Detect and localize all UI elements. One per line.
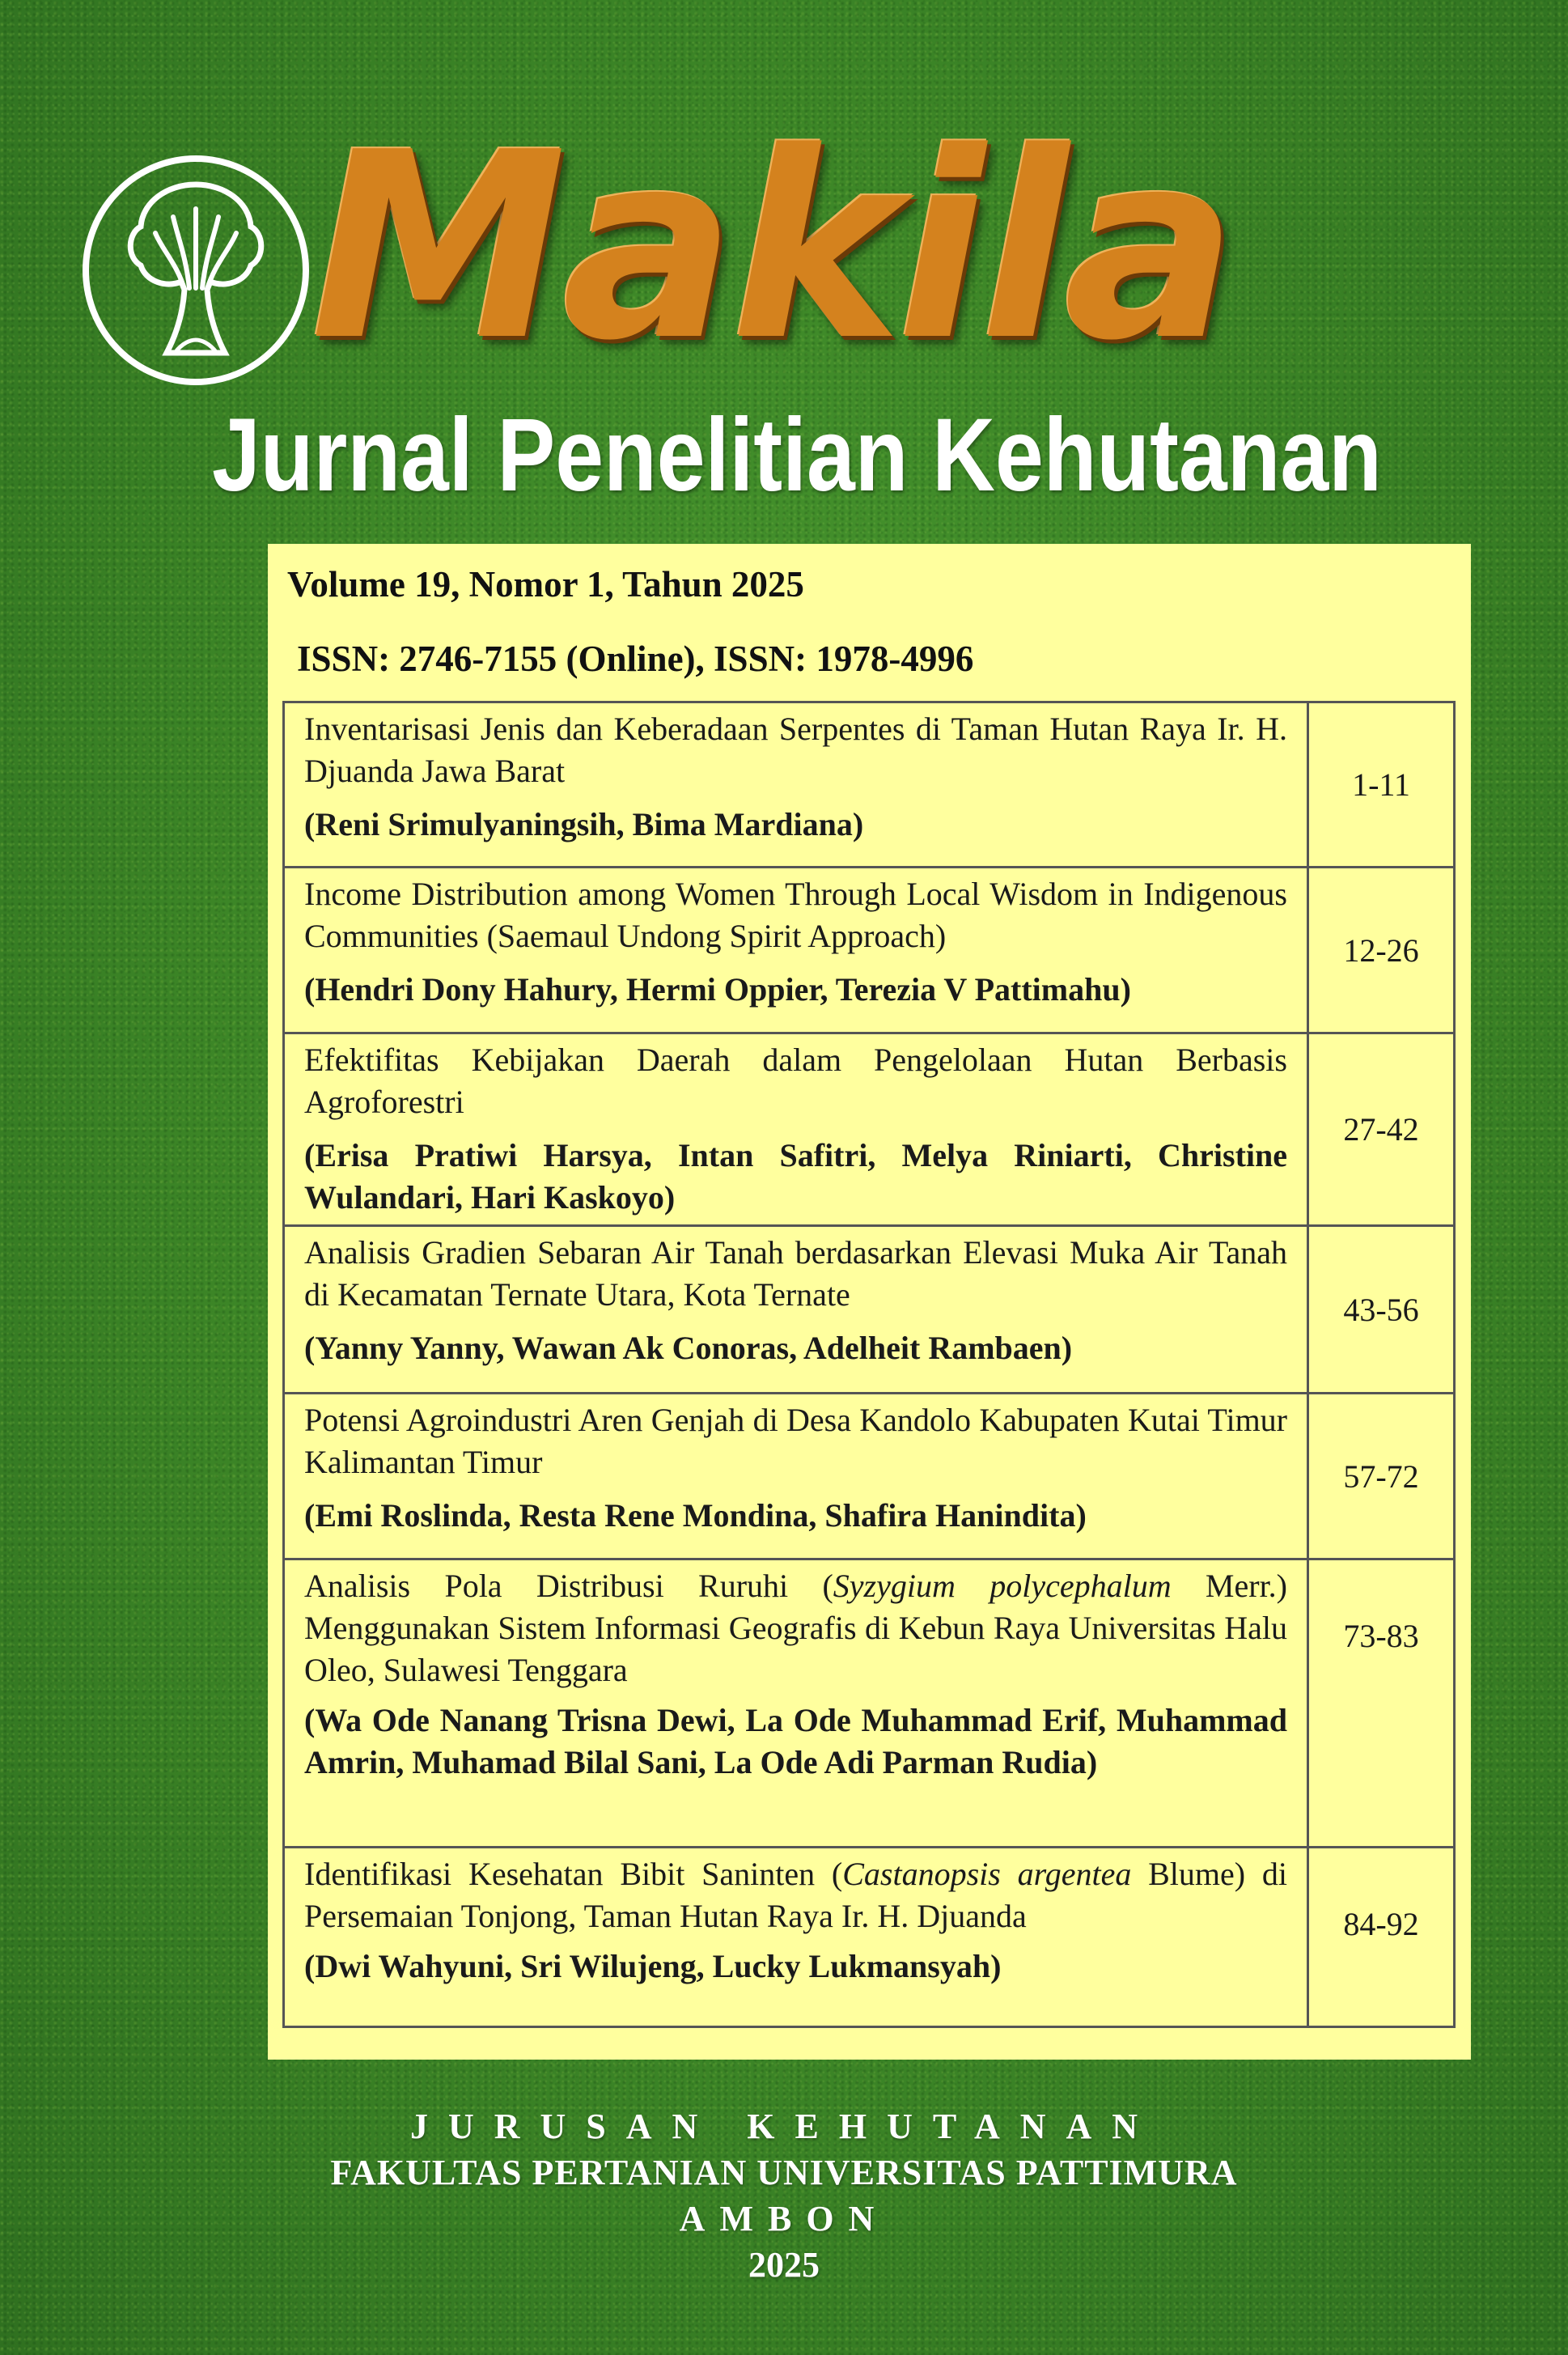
article-title: Efektifitas Kebijakan Daerah dalam Pengelolaan Hutan Berbasis Agroforestri [304, 1042, 1287, 1120]
article-title-part: Blume) di Persemaian Tonjong, Taman Hutan Raya Ir. H. Djuanda [304, 1856, 1288, 1934]
article-title: Potensi Agroindustri Aren Genjah di Desa Kandolo Kabupaten Kutai Timur Kalimantan Timur [304, 1402, 1287, 1480]
footer-year: 2025 [748, 2245, 820, 2285]
journal-subtitle: Jurnal Penelitian Kehutanan [212, 397, 1382, 513]
species-name: Syzygium polycephalum [833, 1568, 1172, 1604]
page-range-text: 73-83 [1343, 1618, 1419, 1654]
journal-logo [78, 152, 314, 388]
page-range-text: 57-72 [1343, 1458, 1419, 1495]
table-row [284, 1033, 1455, 1226]
contents-panel [268, 544, 1471, 2060]
volume-line: Volume 19, Nomor 1, Tahun 2025 [287, 564, 804, 605]
article-cell [284, 1394, 1308, 1559]
page-range [1308, 702, 1455, 868]
article-title: Analisis Gradien Sebaran Air Tanah berdasarkan Elevasi Muka Air Tanah di Kecamatan Ternate Utara, Kota Ternate [304, 1234, 1287, 1313]
article-authors: (Erisa Pratiwi Harsya, Intan Safitri, Melya Riniarti, Christine Wulandari, Hari Kaskoyo) [304, 1137, 1287, 1216]
article-cell [284, 1559, 1308, 1848]
article-title-part: Analisis Pola Distribusi Ruruhi ( [304, 1568, 833, 1604]
journal-masthead: Makila [311, 97, 1233, 397]
article-authors: (Hendri Dony Hahury, Hermi Oppier, Terezia V Pattimahu) [304, 971, 1131, 1008]
table-row [284, 702, 1455, 868]
article-authors: (Yanny Yanny, Wawan Ak Conoras, Adelheit Rambaen) [304, 1330, 1073, 1366]
article-authors: (Wa Ode Nanang Trisna Dewi, La Ode Muhammad Erif, Muhammad Amrin, Muhamad Bilal Sani, La Ode Adi Parman Rudia) [304, 1702, 1287, 1780]
page-range [1308, 1394, 1455, 1559]
article-cell [284, 1033, 1308, 1226]
article-authors: (Dwi Wahyuni, Sri Wilujeng, Lucky Lukmansyah) [304, 1948, 1002, 1984]
footer-faculty: FAKULTAS PERTANIAN UNIVERSITAS PATTIMURA [330, 2153, 1238, 2192]
article-cell [284, 1848, 1308, 2027]
table-row [284, 1394, 1455, 1559]
footer-department: JURUSAN KEHUTANAN [409, 2107, 1159, 2146]
page-range [1308, 1848, 1455, 2027]
page-range-text: 27-42 [1343, 1111, 1419, 1148]
table-row [284, 1226, 1455, 1394]
article-cell [284, 868, 1308, 1033]
footer-city: AMBON [679, 2199, 889, 2238]
page-range [1308, 868, 1455, 1033]
page-range-text: 12-26 [1343, 931, 1419, 969]
article-title: Income Distribution among Women Through Local Wisdom in Indigenous Communities (Saemaul Undong Spirit Approach) [304, 876, 1287, 954]
table-of-contents [282, 701, 1456, 2028]
article-title: Inventarisasi Jenis dan Keberadaan Serpentes di Taman Hutan Raya Ir. H. Djuanda Jawa Barat [304, 711, 1287, 789]
page-range [1308, 1226, 1455, 1394]
page-range-text: 1-11 [1352, 766, 1410, 803]
table-row [284, 1559, 1455, 1848]
species-name: Castanopsis argentea [842, 1856, 1132, 1892]
page-range-text: 84-92 [1343, 1906, 1419, 1942]
tree-in-circle-icon [78, 152, 314, 388]
article-title-part: Merr.) Menggunakan Sistem Informasi Geografis di Kebun Raya Universitas Halu Oleo, Sulawesi Tenggara [304, 1568, 1288, 1688]
table-row [284, 868, 1455, 1033]
article-cell [284, 1226, 1308, 1394]
issn-line: ISSN: 2746-7155 (Online), ISSN: 1978-4996 [297, 639, 974, 679]
article-authors: (Reni Srimulyaningsih, Bima Mardiana) [304, 806, 864, 842]
table-row [284, 1848, 1455, 2027]
page-range [1308, 1559, 1455, 1848]
article-cell [284, 702, 1308, 868]
article-authors: (Emi Roslinda, Resta Rene Mondina, Shafira Hanindita) [304, 1497, 1087, 1534]
page-range [1308, 1033, 1455, 1226]
page-range-text: 43-56 [1343, 1291, 1419, 1328]
article-title [304, 1848, 1287, 1937]
article-title-part: Identifikasi Kesehatan Bibit Saninten ( [304, 1856, 843, 1892]
article-title [304, 1560, 1287, 1691]
